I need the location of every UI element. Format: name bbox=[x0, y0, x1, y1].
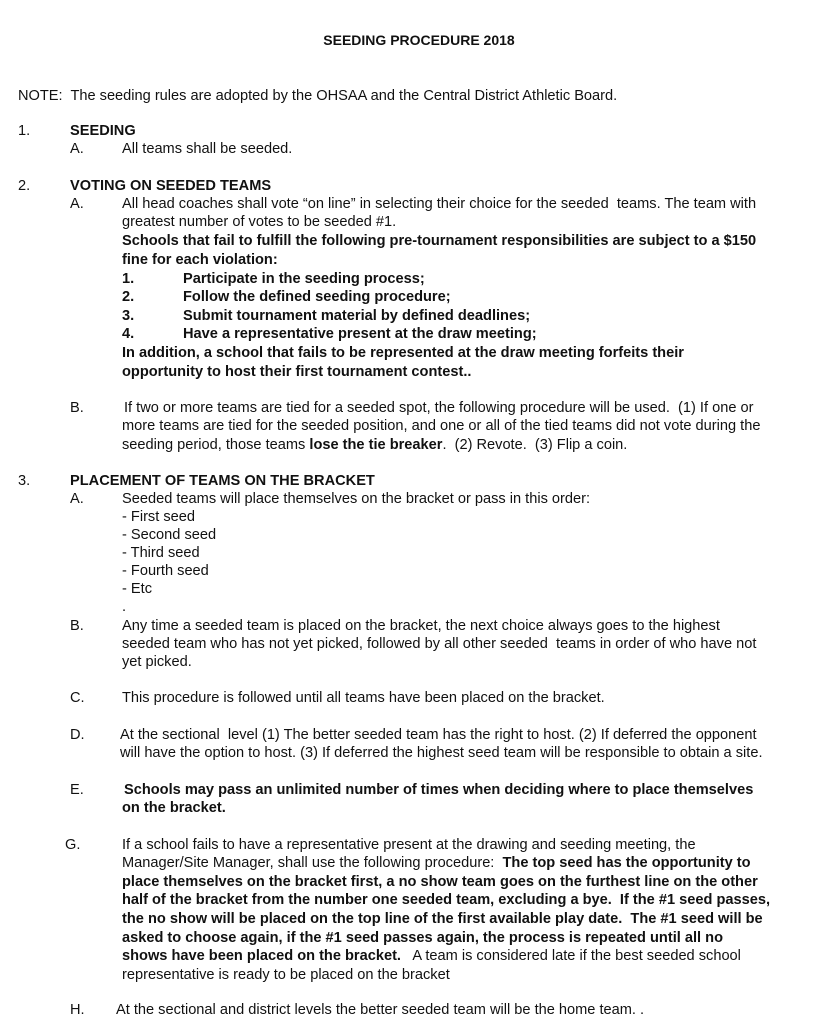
item-letter: C. bbox=[70, 690, 85, 706]
seed-order-item: - Fourth seed bbox=[122, 563, 209, 579]
seed-order-item: - Etc bbox=[122, 581, 152, 597]
section-heading: PLACEMENT OF TEAMS ON THE BRACKET bbox=[70, 473, 375, 489]
responsibility-text: Participate in the seeding process; bbox=[183, 271, 425, 287]
procedure-emphasis: The top seed has the opportunity to bbox=[502, 855, 751, 871]
item-letter: D. bbox=[70, 727, 85, 743]
seed-order-item: - First seed bbox=[122, 509, 195, 525]
section-number: 2. bbox=[18, 178, 31, 194]
item-text: Seeded teams will place themselves on the bracket or pass in this order: bbox=[122, 491, 591, 507]
procedure-emphasis: shows have been placed on the bracket. bbox=[122, 948, 401, 964]
section-heading: SEEDING bbox=[70, 123, 136, 139]
item-text: All teams shall be seeded. bbox=[122, 141, 293, 157]
item-text: Any time a seeded team is placed on the bracket, the next choice always goes to the highest bbox=[122, 618, 720, 634]
responsibility-number: 4. bbox=[122, 326, 135, 342]
item-letter: A. bbox=[70, 491, 84, 507]
forfeit-notice: opportunity to host their first tournament contest.. bbox=[122, 364, 472, 380]
section-number: 3. bbox=[18, 473, 31, 489]
item-text: more teams are tied for the seeded position, and one or all of the tied teams did not vote during the bbox=[122, 418, 761, 434]
item-text: seeded team who has not yet picked, followed by all other seeded teams in order of who have not bbox=[122, 636, 757, 652]
item-letter: E. bbox=[70, 782, 84, 798]
item-text: All head coaches shall vote “on line” in selecting their choice for the seeded teams. The team with bbox=[122, 196, 757, 212]
section-number: 1. bbox=[18, 123, 31, 139]
item-text: This procedure is followed until all teams have been placed on the bracket. bbox=[122, 690, 605, 706]
document-title: SEEDING PROCEDURE 2018 bbox=[323, 32, 515, 48]
procedure-emphasis: half of the bracket from the number one seeded team, excluding a bye. If the #1 seed passes, bbox=[122, 892, 770, 908]
procedure-emphasis: the no show will be placed on the top line of the first available play date. The #1 seed will be bbox=[122, 911, 763, 927]
item-text: representative is ready to be placed on the bracket bbox=[122, 967, 450, 983]
fine-notice: fine for each violation: bbox=[122, 252, 278, 268]
tie-breaker-emphasis: lose the tie breaker bbox=[309, 437, 443, 453]
responsibility-number: 1. bbox=[122, 271, 135, 287]
item-text bbox=[122, 436, 822, 454]
responsibility-number: 2. bbox=[122, 289, 135, 305]
responsibility-text: Submit tournament material by defined deadlines; bbox=[183, 308, 531, 324]
stray-period: . bbox=[122, 599, 127, 615]
item-text: on the bracket. bbox=[122, 800, 226, 816]
seed-order-item: - Third seed bbox=[122, 545, 200, 561]
procedure-emphasis: place themselves on the bracket first, a no show team goes on the furthest line on the other bbox=[122, 874, 758, 890]
item-text: yet picked. bbox=[122, 654, 192, 670]
text-run: Manager/Site Manager, shall use the following procedure: bbox=[122, 855, 503, 871]
item-letter: H. bbox=[70, 1002, 85, 1018]
item-text: At the sectional and district levels the better seeded team will be the home team. . bbox=[116, 1002, 645, 1018]
note-text: NOTE: The seeding rules are adopted by the OHSAA and the Central District Athletic Board. bbox=[18, 88, 618, 104]
item-text: If a school fails to have a representative present at the drawing and seeding meeting, the bbox=[122, 837, 696, 853]
item-text: greatest number of votes to be seeded #1. bbox=[122, 214, 397, 230]
forfeit-notice: In addition, a school that fails to be represented at the draw meeting forfeits their bbox=[122, 345, 684, 361]
text-run: A team is considered late if the best seeded school bbox=[401, 948, 741, 964]
responsibility-text: Follow the defined seeding procedure; bbox=[183, 289, 451, 305]
item-text: At the sectional level (1) The better seeded team has the right to host. (2) If deferred the opponent bbox=[120, 727, 757, 743]
item-text: Schools may pass an unlimited number of times when deciding where to place themselves bbox=[124, 782, 754, 798]
item-letter: A. bbox=[70, 196, 84, 212]
section-heading: VOTING ON SEEDED TEAMS bbox=[70, 178, 272, 194]
seed-order-item: - Second seed bbox=[122, 527, 217, 543]
item-text bbox=[122, 854, 822, 872]
procedure-emphasis: asked to choose again, if the #1 seed passes again, the process is repeated until all no bbox=[122, 930, 723, 946]
item-letter: B. bbox=[70, 400, 84, 416]
item-text bbox=[122, 947, 822, 965]
text-run: seeding period, those teams bbox=[122, 437, 310, 453]
item-text: If two or more teams are tied for a seeded spot, the following procedure will be used. (1) If one or bbox=[124, 400, 754, 416]
item-letter: G. bbox=[65, 837, 81, 853]
fine-notice: Schools that fail to fulfill the following pre-tournament responsibilities are subject to a $150 bbox=[122, 233, 757, 249]
responsibility-text: Have a representative present at the draw meeting; bbox=[183, 326, 537, 342]
item-text: will have the option to host. (3) If deferred the highest seed team will be responsible to obtain a site. bbox=[120, 745, 763, 761]
text-run: . (2) Revote. (3) Flip a coin. bbox=[442, 437, 628, 453]
item-letter: B. bbox=[70, 618, 84, 634]
responsibility-number: 3. bbox=[122, 308, 135, 324]
item-letter: A. bbox=[70, 141, 84, 157]
